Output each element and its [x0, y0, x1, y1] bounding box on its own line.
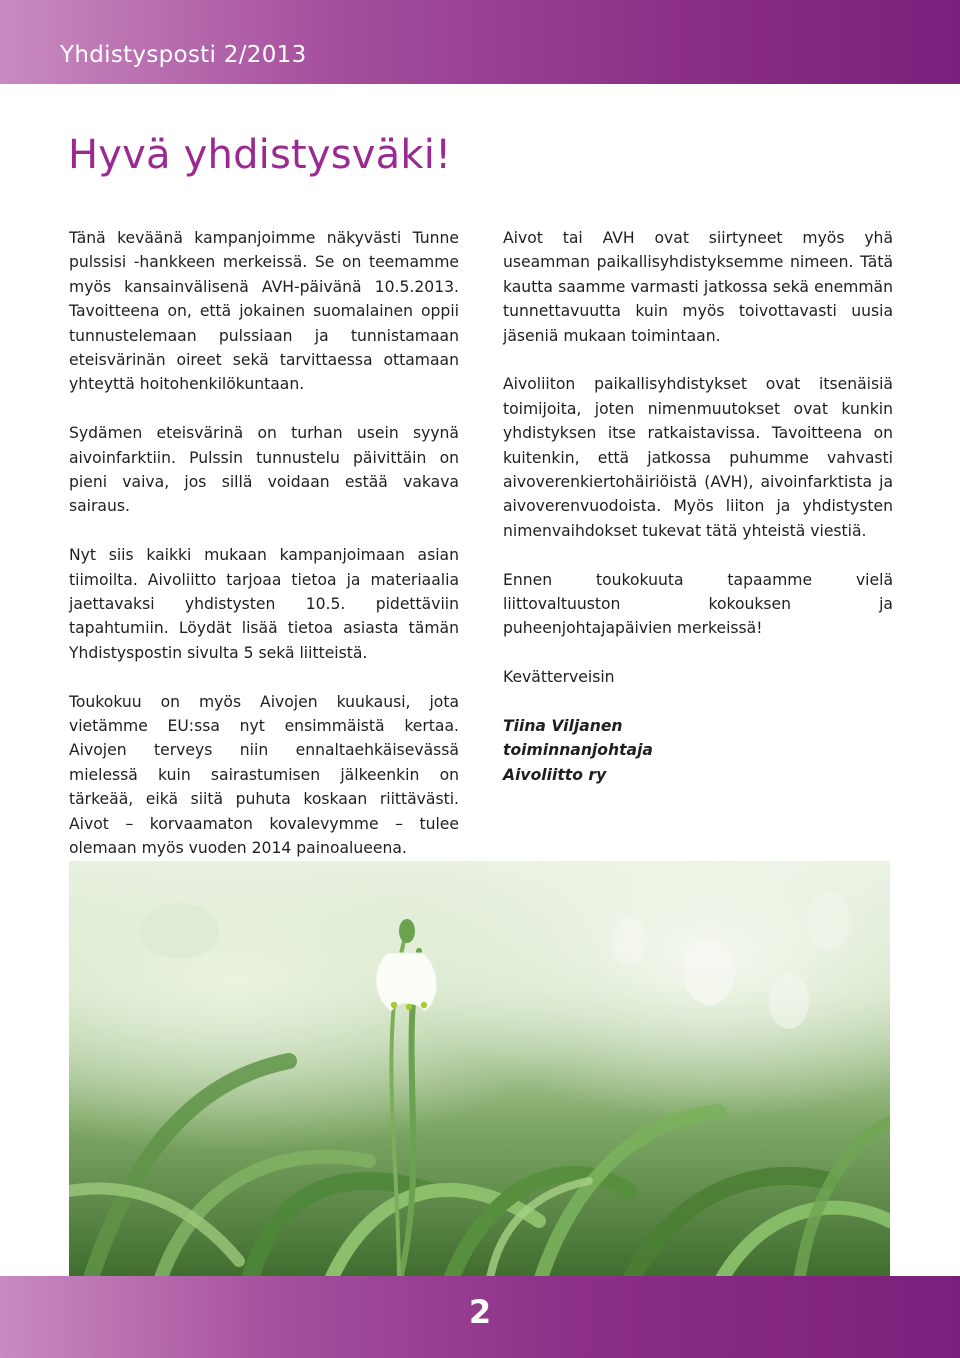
publication-title: Yhdistysposti 2/2013 — [60, 42, 307, 68]
photo-illustration — [69, 861, 890, 1284]
page-title: Hyvä yhdistysväki! — [68, 132, 452, 178]
page-number: 2 — [468, 1293, 492, 1331]
left-column — [69, 226, 459, 885]
right-column — [503, 226, 893, 812]
paragraph: Toukokuu on myös Aivojen kuukausi, jota vietämme EU:ssa nyt ensimmäistä kertaa. Aivojen terveys niin ennaltaehkäisevässä mielessä kuin sairastumisen jälkeenkin on tärkeää, eikä siitä puhuta koskaan riittävästi. Aivot – korvaamaton kovalevymme – tulee olemaan myös vuoden 2014 painoalueena. — [69, 692, 459, 858]
signature-role: toiminnanjohtaja — [503, 741, 653, 760]
paragraph: Nyt siis kaikki mukaan kampanjoimaan asian tiimoilta. Aivoliitto tarjoaa tietoa ja materiaalia jaettavaksi yhdistysten 10.5. pidettäviin tapahtumiin. Löydät lisää tietoa asiasta tämän Yhdistyspostin sivulta 5 sekä liitteistä. — [69, 546, 459, 662]
snowflake-flower-photo — [69, 861, 890, 1284]
paragraph: Aivoliiton paikallisyhdistykset ovat itsenäisiä toimijoita, joten nimenmuutokset ovat kunkin yhdistyksen itse ratkaistavissa. Tavoitteena on kuitenkin, että jatkossa puhumme vahvasti aivoverenkiertohäiriöistä (AVH), aivoinfarktista ja aivoverenvuodoista. Myös liiton ja yhdistysten nimenvaihdokset tukevat tätä yhteistä viestiä. — [503, 375, 893, 540]
signature — [503, 714, 893, 787]
paragraph: Sydämen eteisvärinä on turhan usein syynä aivoinfarktiin. Pulssin tunnustelu päivittäin on pieni vaiva, jos sillä voidaan estää vakava sairaus. — [69, 424, 459, 516]
paragraph: Ennen toukokuuta tapaamme vielä liittovaltuuston kokouksen ja puheenjohtajapäivien merkeissä! — [503, 570, 893, 638]
closing-greeting: Kevätterveisin — [503, 668, 615, 687]
signature-org: Aivoliitto ry — [503, 765, 607, 784]
paragraph: Tänä keväänä kampanjoimme näkyvästi Tunne pulssisi -hankkeen merkeissä. Se on teemamme myös kansainvälisenä AVH-päivänä 10.5.2013. Tavoitteena on, että jokainen suomalainen oppii tunnustelemaan pulssiaan ja tunnistamaan eteisvärinän oireet sekä tarvittaessa ottamaan yhteyttä hoitohenkilökuntaan. — [69, 229, 459, 394]
paragraph: Aivot tai AVH ovat siirtyneet myös yhä useamman paikallisyhdistyksemme nimeen. Tätä kautta saamme varmasti jatkossa sekä enemmän tunnettavuutta kuin myös toivottavasti uusia jäseniä mukaan toimintaan. — [503, 229, 893, 345]
signature-name: Tiina Viljanen — [503, 717, 623, 736]
